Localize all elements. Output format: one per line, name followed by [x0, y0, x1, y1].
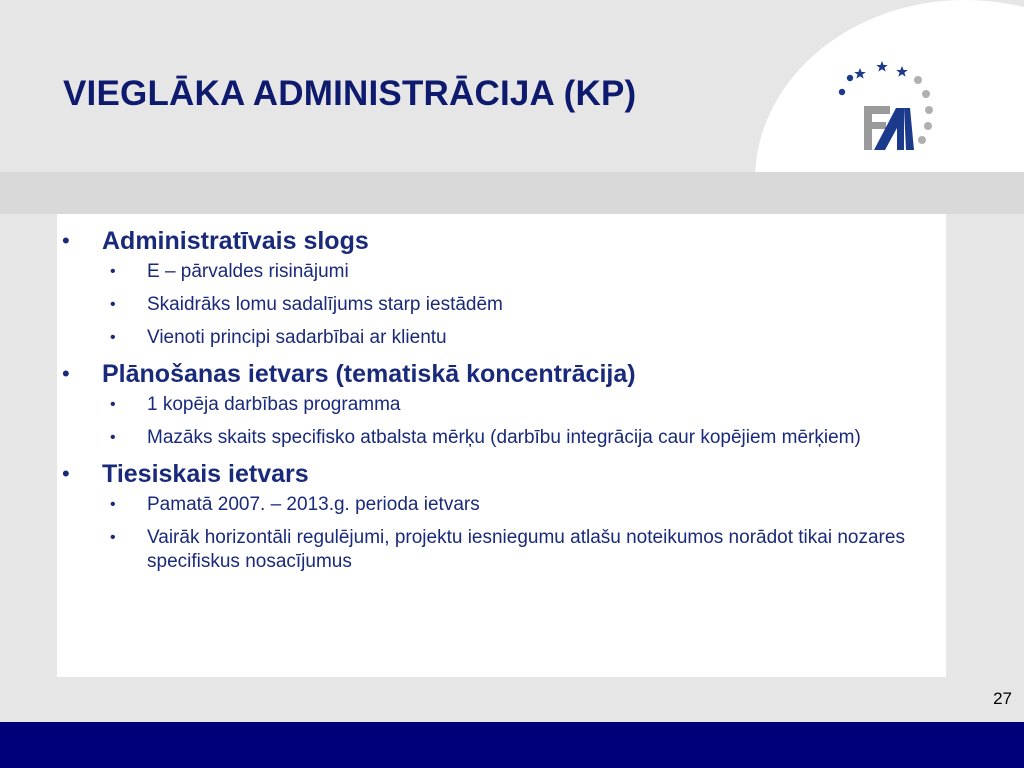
bullet-list	[62, 222, 932, 583]
page-number: 27	[993, 689, 1012, 708]
sub-bullet-list	[102, 493, 932, 574]
sub-bullet-item: • Skaidrāks lomu sadalījums starp iestādēm	[102, 293, 932, 317]
header-strip	[0, 172, 1024, 214]
bullet-item	[62, 226, 932, 350]
sub-bullet-item: • Vairāk horizontāli regulējumi, projektu iesniegumu atlašu noteikumos norādot tikai nozares specifiskus nosacījumus	[102, 526, 932, 574]
sub-bullet-item: • E – pārvaldes risinājumi	[102, 260, 932, 284]
sub-bullet-item: • Mazāks skaits specifisko atbalsta mērķu (darbību integrācija caur kopējiem mērķiem)	[102, 426, 932, 450]
left-margin	[0, 214, 57, 642]
sub-bullet-item: • Vienoti principi sadarbībai ar klientu	[102, 326, 932, 350]
right-margin	[946, 214, 1024, 642]
bullet-heading: Administratīvais slogs	[102, 227, 369, 255]
sub-bullet-item: • Pamatā 2007. – 2013.g. perioda ietvars	[102, 493, 932, 517]
sub-bullet-list	[102, 260, 932, 350]
sub-bullet-list	[102, 393, 932, 450]
bullet-item	[62, 459, 932, 574]
star-icon	[876, 61, 888, 72]
star-icon	[896, 66, 908, 77]
footer-bar	[0, 722, 1024, 768]
star-icon	[854, 68, 866, 79]
fm-logo-icon	[830, 56, 940, 156]
slide-title: VIEGLĀKA ADMINISTRĀCIJA (KP)	[63, 74, 637, 113]
sub-bullet-item: • 1 kopēja darbības programma	[102, 393, 932, 417]
bullet-heading: Tiesiskais ietvars	[102, 460, 309, 488]
bullet-item	[62, 359, 932, 450]
bullet-heading: Plānošanas ietvars (tematiskā koncentrācija)	[102, 360, 636, 388]
